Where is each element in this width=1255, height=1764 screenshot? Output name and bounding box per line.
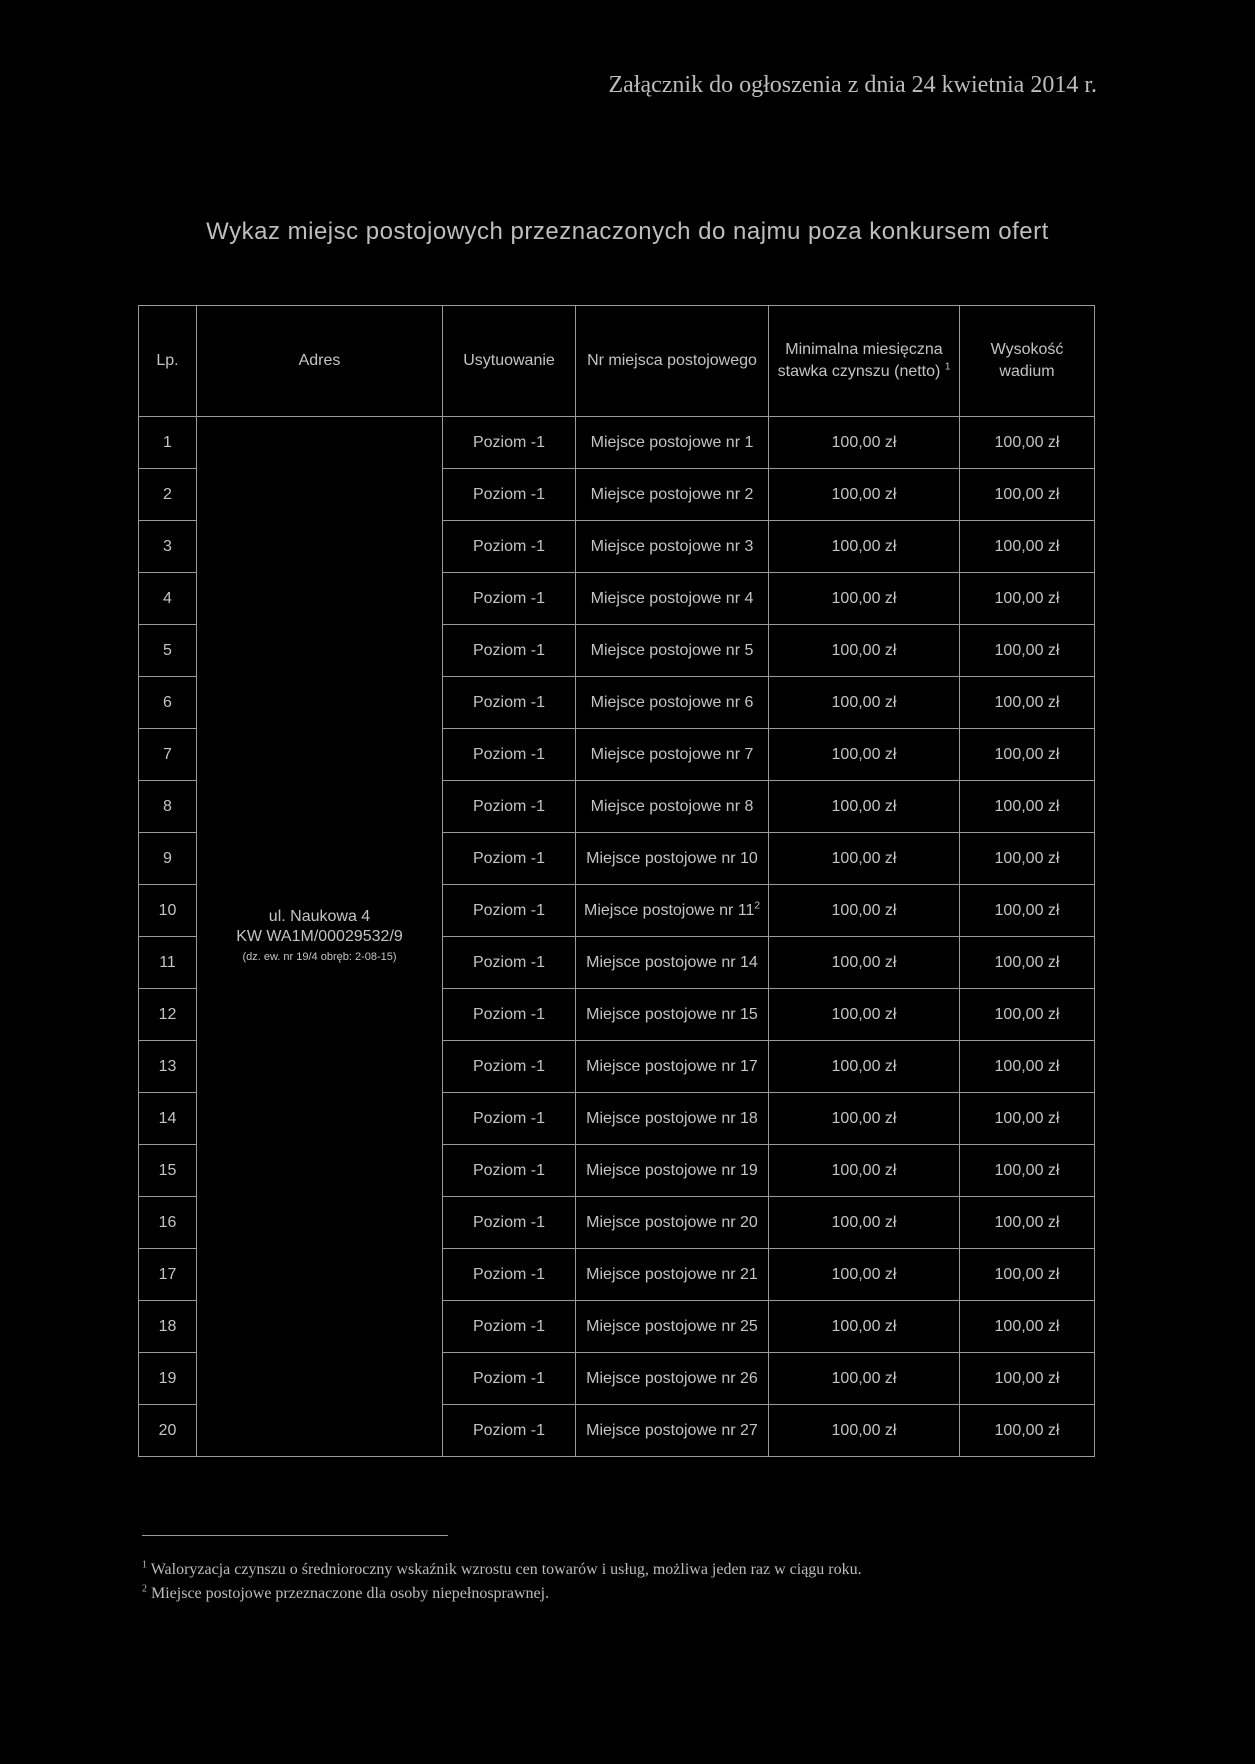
cell-spot-number (576, 573, 769, 625)
cell-address (197, 417, 443, 1457)
cell-spot-number (576, 1197, 769, 1249)
address-parcel: (dz. ew. nr 19/4 obręb: 2-08-15) (242, 950, 397, 963)
cell-spot-number (576, 1145, 769, 1197)
cell-spot-number (576, 1405, 769, 1457)
cell-min-rent: 100,00 zł (769, 417, 960, 469)
cell-location: Poziom -1 (443, 417, 576, 469)
cell-deposit: 100,00 zł (960, 1249, 1095, 1301)
cell-location: Poziom -1 (443, 989, 576, 1041)
cell-lp: 13 (139, 1041, 197, 1093)
cell-deposit: 100,00 zł (960, 781, 1095, 833)
cell-lp: 3 (139, 521, 197, 573)
cell-min-rent: 100,00 zł (769, 937, 960, 989)
spot-label: Miejsce postojowe nr 20 (586, 1213, 758, 1231)
spot-label: Miejsce postojowe nr 8 (590, 797, 754, 815)
cell-deposit: 100,00 zł (960, 417, 1095, 469)
header-min-rent (769, 306, 960, 417)
cell-min-rent: 100,00 zł (769, 1353, 960, 1405)
cell-lp: 7 (139, 729, 197, 781)
table-body (139, 417, 1095, 1457)
spot-label: Miejsce postojowe nr 11 (583, 901, 755, 919)
spot-label: Miejsce postojowe nr 21 (586, 1265, 758, 1283)
cell-min-rent: 100,00 zł (769, 989, 960, 1041)
header-spot-number: Nr miejsca postojowego (576, 306, 769, 417)
spot-label: Miejsce postojowe nr 2 (590, 485, 754, 503)
cell-lp: 15 (139, 1145, 197, 1197)
cell-deposit: 100,00 zł (960, 833, 1095, 885)
cell-deposit: 100,00 zł (960, 521, 1095, 573)
spot-label: Miejsce postojowe nr 15 (586, 1005, 758, 1023)
cell-location: Poziom -1 (443, 625, 576, 677)
cell-min-rent: 100,00 zł (769, 833, 960, 885)
cell-deposit: 100,00 zł (960, 1093, 1095, 1145)
spot-label: Miejsce postojowe nr 3 (590, 537, 754, 555)
cell-location: Poziom -1 (443, 1405, 576, 1457)
cell-deposit: 100,00 zł (960, 989, 1095, 1041)
cell-min-rent: 100,00 zł (769, 677, 960, 729)
cell-lp: 5 (139, 625, 197, 677)
cell-location: Poziom -1 (443, 521, 576, 573)
cell-location: Poziom -1 (443, 937, 576, 989)
cell-min-rent: 100,00 zł (769, 1249, 960, 1301)
spot-label: Miejsce postojowe nr 5 (590, 641, 754, 659)
cell-lp: 19 (139, 1353, 197, 1405)
footnote-1-text: Waloryzacja czynszu o średnioroczny wskaźnik wzrostu cen towarów i usług, możliwa jeden raz w ciągu roku. (150, 1561, 862, 1578)
cell-min-rent: 100,00 zł (769, 521, 960, 573)
cell-lp: 4 (139, 573, 197, 625)
cell-spot-number (576, 469, 769, 521)
spot-label: Miejsce postojowe nr 6 (590, 693, 754, 711)
cell-lp: 6 (139, 677, 197, 729)
spot-label: Miejsce postojowe nr 27 (586, 1421, 758, 1439)
cell-min-rent: 100,00 zł (769, 1405, 960, 1457)
cell-deposit: 100,00 zł (960, 1353, 1095, 1405)
cell-location: Poziom -1 (443, 1145, 576, 1197)
cell-location: Poziom -1 (443, 1249, 576, 1301)
cell-spot-number (576, 1353, 769, 1405)
footnote-2-text: Miejsce postojowe przeznaczone dla osoby niepełnosprawnej. (151, 1585, 550, 1602)
spot-label: Miejsce postojowe nr 26 (586, 1369, 758, 1387)
cell-lp: 17 (139, 1249, 197, 1301)
cell-spot-number (576, 989, 769, 1041)
cell-deposit: 100,00 zł (960, 1197, 1095, 1249)
cell-lp: 12 (139, 989, 197, 1041)
header-deposit: Wysokość wadium (960, 306, 1095, 417)
cell-deposit: 100,00 zł (960, 625, 1095, 677)
cell-deposit: 100,00 zł (960, 1041, 1095, 1093)
cell-location: Poziom -1 (443, 573, 576, 625)
cell-spot-number (576, 781, 769, 833)
cell-deposit: 100,00 zł (960, 1405, 1095, 1457)
cell-min-rent: 100,00 zł (769, 625, 960, 677)
cell-spot-number (576, 1093, 769, 1145)
cell-spot-number (576, 937, 769, 989)
spot-label: Miejsce postojowe nr 4 (590, 589, 754, 607)
cell-deposit: 100,00 zł (960, 1145, 1095, 1197)
cell-deposit: 100,00 zł (960, 469, 1095, 521)
cell-spot-number (576, 521, 769, 573)
cell-location: Poziom -1 (443, 677, 576, 729)
table-row (139, 417, 1095, 469)
cell-location: Poziom -1 (443, 885, 576, 937)
cell-min-rent: 100,00 zł (769, 781, 960, 833)
cell-min-rent: 100,00 zł (769, 1041, 960, 1093)
parking-spots-table (138, 305, 1095, 1457)
cell-location: Poziom -1 (443, 1093, 576, 1145)
cell-min-rent: 100,00 zł (769, 469, 960, 521)
cell-deposit: 100,00 zł (960, 937, 1095, 989)
cell-location: Poziom -1 (443, 469, 576, 521)
cell-spot-number (576, 677, 769, 729)
cell-spot-number (576, 625, 769, 677)
cell-lp: 18 (139, 1301, 197, 1353)
cell-min-rent: 100,00 zł (769, 1197, 960, 1249)
page-title: Wykaz miejsc postojowych przeznaczonych do najmu poza konkursem ofert (206, 218, 1049, 245)
header-location: Usytuowanie (443, 306, 576, 417)
cell-location: Poziom -1 (443, 1197, 576, 1249)
cell-min-rent: 100,00 zł (769, 885, 960, 937)
cell-min-rent: 100,00 zł (769, 729, 960, 781)
cell-lp: 8 (139, 781, 197, 833)
header-address: Adres (197, 306, 443, 417)
header-min-rent-label: Minimalna miesięczna stawka czynszu (netto) (777, 341, 943, 380)
address-kw: KW WA1M/00029532/9 (236, 927, 403, 945)
footnote-2-ref: 2 (142, 1583, 147, 1595)
header-lp: Lp. (139, 306, 197, 417)
footnote-2 (142, 1582, 1142, 1606)
footnote-divider (142, 1535, 448, 1536)
cell-spot-number (576, 417, 769, 469)
cell-lp: 20 (139, 1405, 197, 1457)
cell-lp: 16 (139, 1197, 197, 1249)
cell-location: Poziom -1 (443, 833, 576, 885)
cell-spot-number (576, 729, 769, 781)
footnote-1-ref: 1 (142, 1559, 147, 1571)
cell-lp: 10 (139, 885, 197, 937)
cell-lp: 11 (139, 937, 197, 989)
cell-lp: 14 (139, 1093, 197, 1145)
cell-lp: 2 (139, 469, 197, 521)
cell-lp: 9 (139, 833, 197, 885)
spot-label: Miejsce postojowe nr 14 (586, 953, 758, 971)
spot-label: Miejsce postojowe nr 18 (586, 1109, 758, 1127)
spot-label: Miejsce postojowe nr 7 (590, 745, 754, 763)
cell-spot-number (576, 885, 769, 937)
address-street: ul. Naukowa 4 (268, 907, 371, 925)
cell-lp: 1 (139, 417, 197, 469)
table-header-row (139, 306, 1095, 417)
footnote-ref-1: 1 (944, 361, 951, 373)
cell-location: Poziom -1 (443, 729, 576, 781)
cell-min-rent: 100,00 zł (769, 1301, 960, 1353)
cell-deposit: 100,00 zł (960, 677, 1095, 729)
attachment-note: Załącznik do ogłoszenia z dnia 24 kwietnia 2014 r. (608, 72, 1097, 98)
cell-location: Poziom -1 (443, 781, 576, 833)
cell-spot-number (576, 1041, 769, 1093)
cell-location: Poziom -1 (443, 1353, 576, 1405)
spot-label: Miejsce postojowe nr 17 (586, 1057, 758, 1075)
cell-deposit: 100,00 zł (960, 729, 1095, 781)
cell-min-rent: 100,00 zł (769, 1145, 960, 1197)
spot-label: Miejsce postojowe nr 10 (586, 849, 758, 867)
cell-spot-number (576, 833, 769, 885)
cell-deposit: 100,00 zł (960, 885, 1095, 937)
spot-label: Miejsce postojowe nr 1 (590, 433, 754, 451)
spot-label: Miejsce postojowe nr 19 (586, 1161, 758, 1179)
spot-label: Miejsce postojowe nr 25 (586, 1317, 758, 1335)
footnote-ref-2: 2 (754, 900, 760, 912)
cell-spot-number (576, 1301, 769, 1353)
cell-deposit: 100,00 zł (960, 573, 1095, 625)
footnotes (142, 1558, 1142, 1606)
footnote-1 (142, 1558, 1142, 1582)
cell-min-rent: 100,00 zł (769, 1093, 960, 1145)
cell-deposit: 100,00 zł (960, 1301, 1095, 1353)
cell-location: Poziom -1 (443, 1301, 576, 1353)
cell-location: Poziom -1 (443, 1041, 576, 1093)
cell-min-rent: 100,00 zł (769, 573, 960, 625)
cell-spot-number (576, 1249, 769, 1301)
